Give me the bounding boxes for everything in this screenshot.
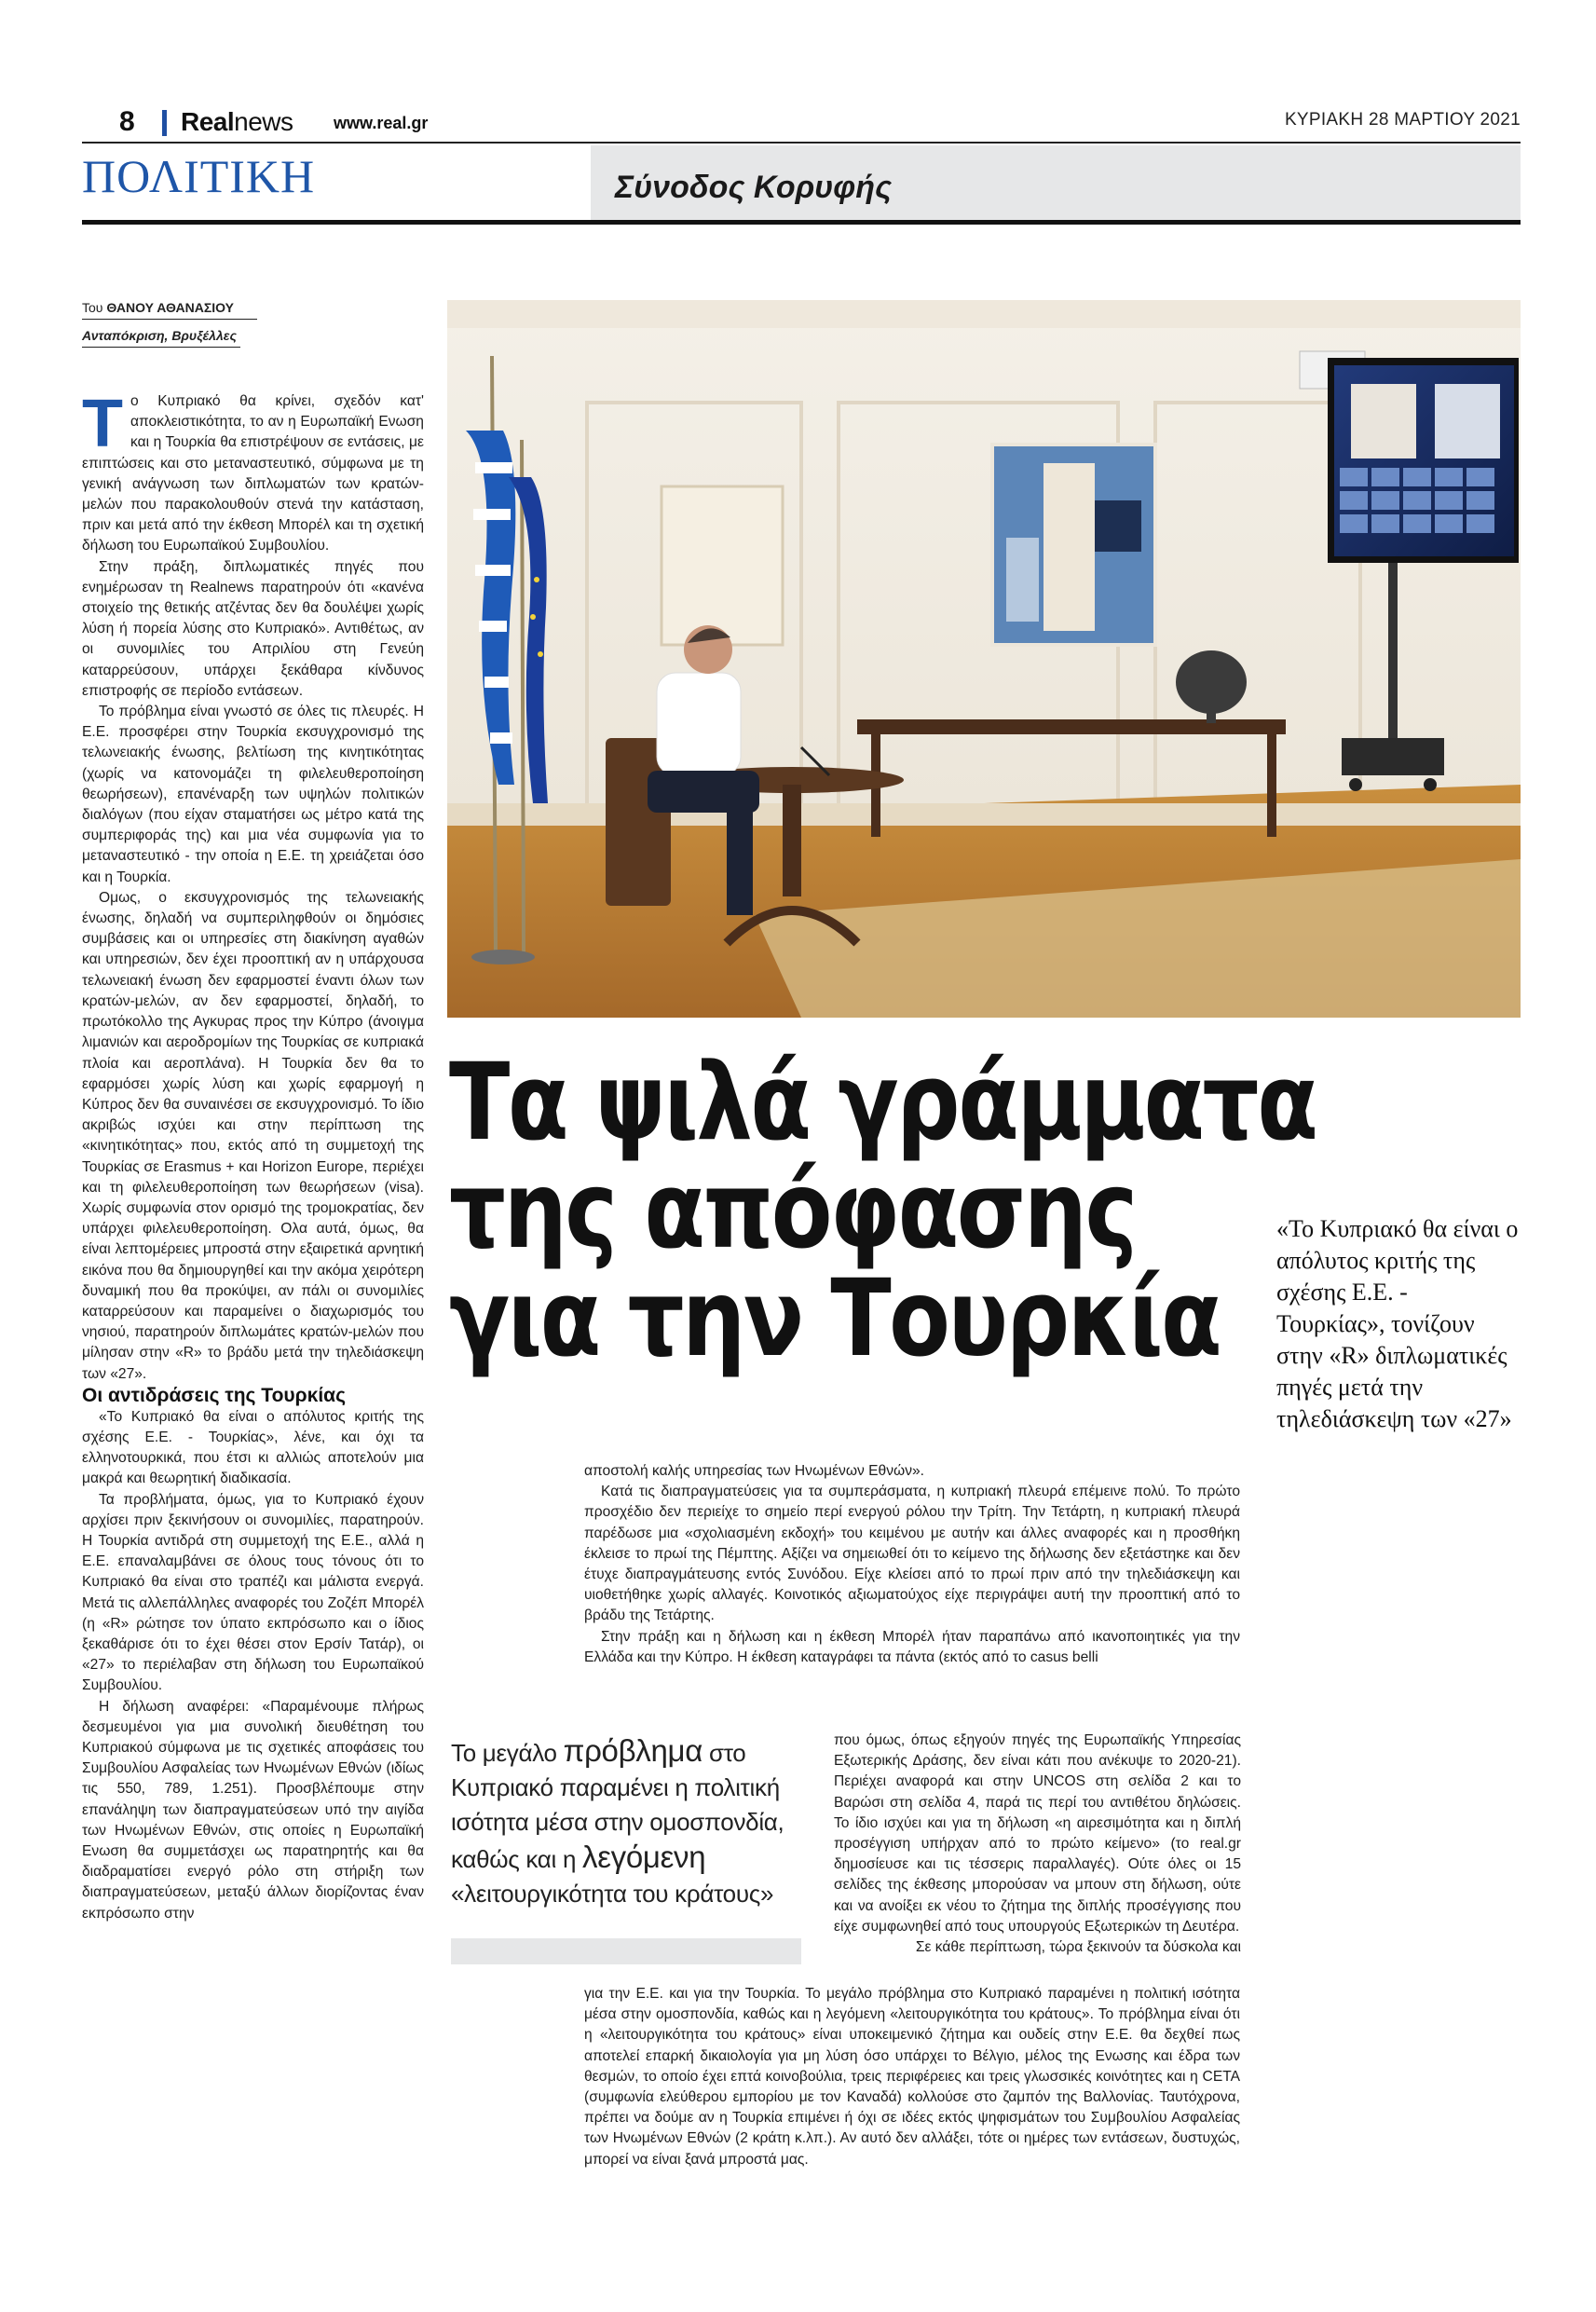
tv-stand — [1388, 563, 1398, 749]
flag-base — [471, 950, 535, 964]
article-column-1 — [82, 387, 424, 1924]
flagpole — [522, 440, 524, 952]
paragraph: Το πρόβλημα είναι γνωστό σε όλες τις πλευρές. Η Ε.Ε. προσφέρει στην Τουρκία εκσυγχρονισμό της τελωνειακής ένωσης, βελτίωση της κινητικότητας (χωρίς να κατονομάζει τη φιλελευθεροποίηση θεωρήσεων), επανέναρξη των υψηλών πολιτικών διαλόγων (που είχαν σταματήσει ως μέτρο κατά της συμπεριφοράς της) και μια νέα συμφωνία για το μεταναστευτικό - την οποία η Ε.Ε. τη χρειάζεται όσο και η Τουρκία. — [82, 704, 424, 885]
article-column-3-mid — [834, 1731, 1241, 1958]
page-number: 8 — [119, 106, 135, 137]
paragraph: Ομως, ο εκσυγχρονισμός της τελωνειακής ένωσης, δηλαδή να συμπεριληφθούν οι δημόσιες συμβάσεις και οι υπηρεσίες στη διακίνηση αγαθών και υπηρεσιών, δεν έχει προοπτική αν η υπάρχουσα τελωνειακή ένωση δεν εφαρμοστεί έναντι όλων των κρατών-μελών, αν δεν εφαρμοστεί, δηλαδή, το πρωτόκολλο της Αγκυρας προς την Κύπρο (άνοιγμα λιμανιών και αεροδρομίων της Τουρκίας σε κυπριακά πλοία και αεροπλάνα). Η Τουρκία δεν θα το εφαρμόσει χωρίς λύση και χωρίς εφαρμογή η Κύπρος δεν θα συναινέσει σε εκσυγχρονισμό. Το ίδιο ακριβώς ισχύει και στην περίπτωση της «κινητικότητας» που, εκτός από τη συμμετοχή της Τουρκίας σε Erasmus + και Horizon Europe, περιέχει και τη φιλελευθεροποίηση των θεωρήσεων (visa). Χωρίς συμφωνία στον ορισμό της τρομοκρατίας, δεν υπάρχει φιλελευθεροποίηση. Ολα αυτά, όμως, θα είναι λεπτομέρειες μπροστά στην εξαιρετικά αρνητική εικόνα που θα δημιουργηθεί και την ακόμα χειρότερη δυναμική που θα προκύψει, αν πάλι οι συνομιλίες καταρρεύσουν και παραμείνει ο διαχωρισμός του νησιού, παρατηρούν διπλωμάτες κρατών-μελών που μίλησαν στην «R» το βράδυ μετά την τηλεδιάσκεψη των «27». — [82, 889, 424, 1382]
article-subhead: Οι αντιδράσεις της Τουρκίας — [82, 1384, 346, 1406]
paragraph: για την Ε.Ε. και για την Τουρκία. Το μεγάλο πρόβλημα στο Κυπριακό παραμένει η πολιτική ισότητα μέσα στην ομοσπονδία, καθώς και η λεγόμενη «λειτουργικότητα του κράτους». Το πρόβλημα είναι ότι η «λειτουργικότητα του κράτους» είναι υποκειμενικό ζήτημα και ουδείς στην Ε.Ε. θα δεχθεί πως αποτελεί επαρκή δικαιολογία για μη λύση όσο υπάρχει το Βέλγιο, μέλος της Ενωσης και έδρα των θεσμών, το οποίο έχει επτά κοινοβούλια, τρεις περιφέρειες και τρεις γλωσσικές κοινότητες και η CETA (συμφωνία ελεύθερου εμπορίου με τον Καναδά) κολλούσε στο ζαμπόν της Βαλλονίας. Ταυτόχρονα, πρέπει να δούμε αν η Τουρκία επιμένει ή όχι σε ιδέες εκτός ψηφισμάτων του Συμβουλίου Ασφαλείας των Ηνωμένων Εθνών (2 κράτη κ.λπ.). Αν αυτό δεν αλλάξει, τότε οι ημέρες των εντάσεων, δυστυχώς, μπορεί να είναι ξανά μπροστά μας. — [584, 1986, 1240, 2168]
article-headline — [449, 1040, 1316, 1380]
pull-quote — [451, 1733, 801, 1964]
drop-cap: Τ — [82, 387, 123, 461]
issue-date: ΚΥΡΙΑΚΗ 28 ΜΑΡΤΙΟΥ 2021 — [1284, 110, 1521, 130]
brand-logo: Realnews — [181, 107, 293, 136]
tv-wheel — [1349, 778, 1362, 791]
page-header — [82, 106, 1521, 138]
paragraph: Σε κάθε περίπτωση, τώρα ξεκινούν τα δύσκολα και — [915, 1939, 1241, 1956]
eu-star — [530, 614, 536, 620]
video-speaker-1 — [1351, 384, 1416, 458]
paragraph: αποστολή καλής υπηρεσίας των Ηνωμένων Εθνών». — [584, 1463, 924, 1479]
sculpture-stand — [1207, 710, 1216, 723]
video-tiles — [1340, 468, 1494, 533]
headline-line: της απόφασης — [449, 1148, 1136, 1272]
painting-shape — [1006, 538, 1039, 622]
header-rule — [82, 142, 1521, 144]
painting-shape — [1044, 463, 1095, 631]
side-quote: «Το Κυπριακό θα είναι ο απόλυτος κριτής της σχέσης Ε.Ε. - Τουρκίας», τονίζουν στην «R» διπλωματικές πηγές μετά την τηλεδιάσκεψη των «27» — [1276, 1215, 1519, 1432]
section-title: ΠΟΛΙΤΙΚΗ — [82, 150, 316, 202]
desk-pedestal — [783, 785, 801, 896]
pull-quote-text: Το μεγάλο πρόβλημα στο Κυπριακό παραμένει η πολιτική ισότητα μέσα στην ομοσπονδία, καθώς και η λεγόμενη «λειτουργικότητα του κράτους» — [451, 1733, 784, 1908]
small-painting — [662, 486, 783, 645]
lead-paragraph: Το Κυπριακό θα κρίνει, σχεδόν κατ' αποκλειστικότητα, το αν η Ευρωπαϊκή Ενωση και η Τουρκία θα επιστρέψουν σε εντάσεις, με επιπτώσεις και στο μεταναστευτικό, σύμφωνα με τη γενική ανάγνωση των διπλωματών των κρατών-μελών που παρακολουθούν στενά την κατάσταση, πριν και μετά από την έκθεση Μπορέλ και τη σχετική δήλωση του Ευρωπαϊκού Συμβουλίου. — [82, 387, 424, 554]
eu-star — [538, 651, 543, 657]
paragraph: «Το Κυπριακό θα είναι ο απόλυτος κριτής της σχέσης Ε.Ε. - Τουρκίας», λένε, και όχι τα ελληνοτουρκικά, που έτσι κι αλλιώς αποτελούν μια μακρά και θεωρητική διαδικασία. — [82, 1408, 424, 1487]
table-leg — [1267, 734, 1276, 837]
man-shirt — [657, 673, 741, 775]
paragraph: Στην πράξη και η δήλωση και η έκθεση Μπορέλ ήταν παραπάνω από ικανοποιητικές για την Ελλάδα και την Κύπρο. Η έκθεση καταγράφει τα πάντα (εκτός από το casus belli — [584, 1628, 1240, 1665]
brand-url: www.real.gr — [334, 114, 429, 132]
article-photo — [447, 300, 1521, 1018]
article-column-2-bottom — [584, 1984, 1240, 2170]
header-divider — [162, 110, 167, 136]
tv-wheel — [1424, 778, 1437, 791]
subsection-title: Σύνοδος Κορυφής — [615, 170, 893, 205]
byline-author: Του ΘΑΝΟΥ ΑΘΑΝΑΣΙΟΥ — [82, 300, 257, 320]
pull-quote-bar — [451, 1938, 801, 1964]
byline-role: Ανταπόκριση, Βρυξέλλες — [82, 328, 240, 348]
paragraph: Τα προβλήματα, όμως, για το Κυπριακό έχουν αρχίσει πριν ξεκινήσουν οι συνομιλίες, παρατηρούν. Η Τουρκία αντιδρά στη συμμετοχή της Ε.Ε., αλλά η Ε.Ε. επαναλαμβάνει σε όλους τους τόνους ότι το Κυπριακό θα είναι στο τραπέζι και μάλιστα ενεργά. Μετά τις αλλεπάλληλες αναφορές του Ζοζέπ Μπορέλ (η «R» ρώτησε τον ύπατο εκπρόσωπο και ο ίδιος ξεκαθάρισε ότι το έχει θέσει στον Ερσίν Τατάρ), οι «27» το περιέλαβαν στη δήλωση του Ευρωπαϊκού Συμβουλίου. — [82, 1491, 424, 1694]
eu-star — [534, 577, 539, 582]
cornice — [447, 300, 1521, 328]
video-speaker-2 — [1435, 384, 1500, 458]
paragraph: Κατά τις διαπραγματεύσεις για τα συμπεράσματα, η κυπριακή πλευρά επέμεινε πολύ. Το πρώτο προσχέδιο δεν περιείχε το σημείο περί ενεργού ρόλου την Τρίτη. Την Τετάρτη, η κυπριακή πλευρά παρέδωσε μια «σχολιασμένη εκδοχή» του κειμένου με αυτήν και άλλες αναφορές και η προσθήκη έκλεισε το πρωί της Πέμπτης. Αξίζει να σημειωθεί ότι το κείμενο της δήλωσης δεν εξετάστηκε και δεν έτυχε διαπραγμάτευσης εντός Συνόδου. Είχε κλείσει από το πρωί πριν από την τηλεδιάσκεψη και υιοθετήθηκε χωρίς αλλαγές. Κοινοτικός αξιωματούχος είχε περιγράψει αυτή την προοπτική από το βράδυ της Τετάρτης. — [584, 1484, 1240, 1624]
man-leg — [727, 803, 753, 915]
console-table — [857, 719, 1286, 734]
headline-line: Τα ψιλά γράμματα — [449, 1040, 1316, 1164]
office-photo-illustration — [447, 300, 1521, 1018]
sculpture — [1176, 650, 1247, 714]
article-column-2-top — [584, 1461, 1240, 1668]
paragraph: Στην πράξη, διπλωματικές πηγές που ενημέρωσαν τη Realnews παρατηρούν ότι «κανένα στοιχείο της θετικής ατζέντας δεν θα δουλέψει χωρίς λύση ή πορεία λύσης στο Κυπριακό». Αντιθέτως, αν οι συνομιλίες του Απριλίου στη Γενεύη καταρρεύσουν, υπάρχει ξεκάθαρα κίνδυνος επιστροφής σε περίοδο εντάσεων. — [82, 558, 424, 699]
headline-line: για την Τουρκία — [449, 1256, 1221, 1380]
tv-base — [1342, 738, 1444, 775]
paragraph: Η δήλωση αναφέρει: «Παραμένουμε πλήρως δεσμευμένοι για μια συνολική διευθέτηση του Κυπριακού σύμφωνα με τις σχετικές αποφάσεις του Συμβουλίου Ασφαλείας των Ηνωμένων Εθνών (ιδίως τις 550, 789, 1.251). Προσβλέπουμε στην επανάληψη των διαπραγματεύσεων υπό την αιγίδα των Ηνωμένων Εθνών, στις οποίες η Ευρωπαϊκή Ενωση θα συμμετάσχει ως παρατηρητής και θα διαδραματίσει ενεργό ρόλο στη στήριξη των διαπραγματεύσεων, μεταξύ άλλων διορίζοντας έναν εκπρόσωπο στην — [82, 1698, 424, 1922]
painting-shape — [1095, 500, 1141, 552]
section-rule — [82, 220, 1521, 225]
paragraph: που όμως, όπως εξηγούν πηγές της Ευρωπαϊκής Υπηρεσίας Εξωτερικής Δράσης, δεν είναι κάτι που ανέκυψε το 2020-21). Περιέχει αναφορά και στην UNCOS στη σελίδα 2 και το Βαρώσι στη σελίδα 4, παρά τις περί του αντιθέτου δηλώσεις. Το ίδιο ισχύει και για τη δήλωση «η αιρεσιμότητα και η διπλή προσέγγιση υπήρχαν από το πρώτο κείμενο» (το real.gr δημοσίευσε και τις τέσσερις παραλλαγές). Ούτε όλες οι 15 σελίδες της έκθεσης μπορούσαν να μπουν στη δήλωση, ούτε και να ανοίξει εκ νέου το ζήτημα της διπλής προσέγγισης που είχε συμφωνηθεί από τους υπουργούς Εξωτερικών τη Δευτέρα. — [834, 1732, 1241, 1935]
